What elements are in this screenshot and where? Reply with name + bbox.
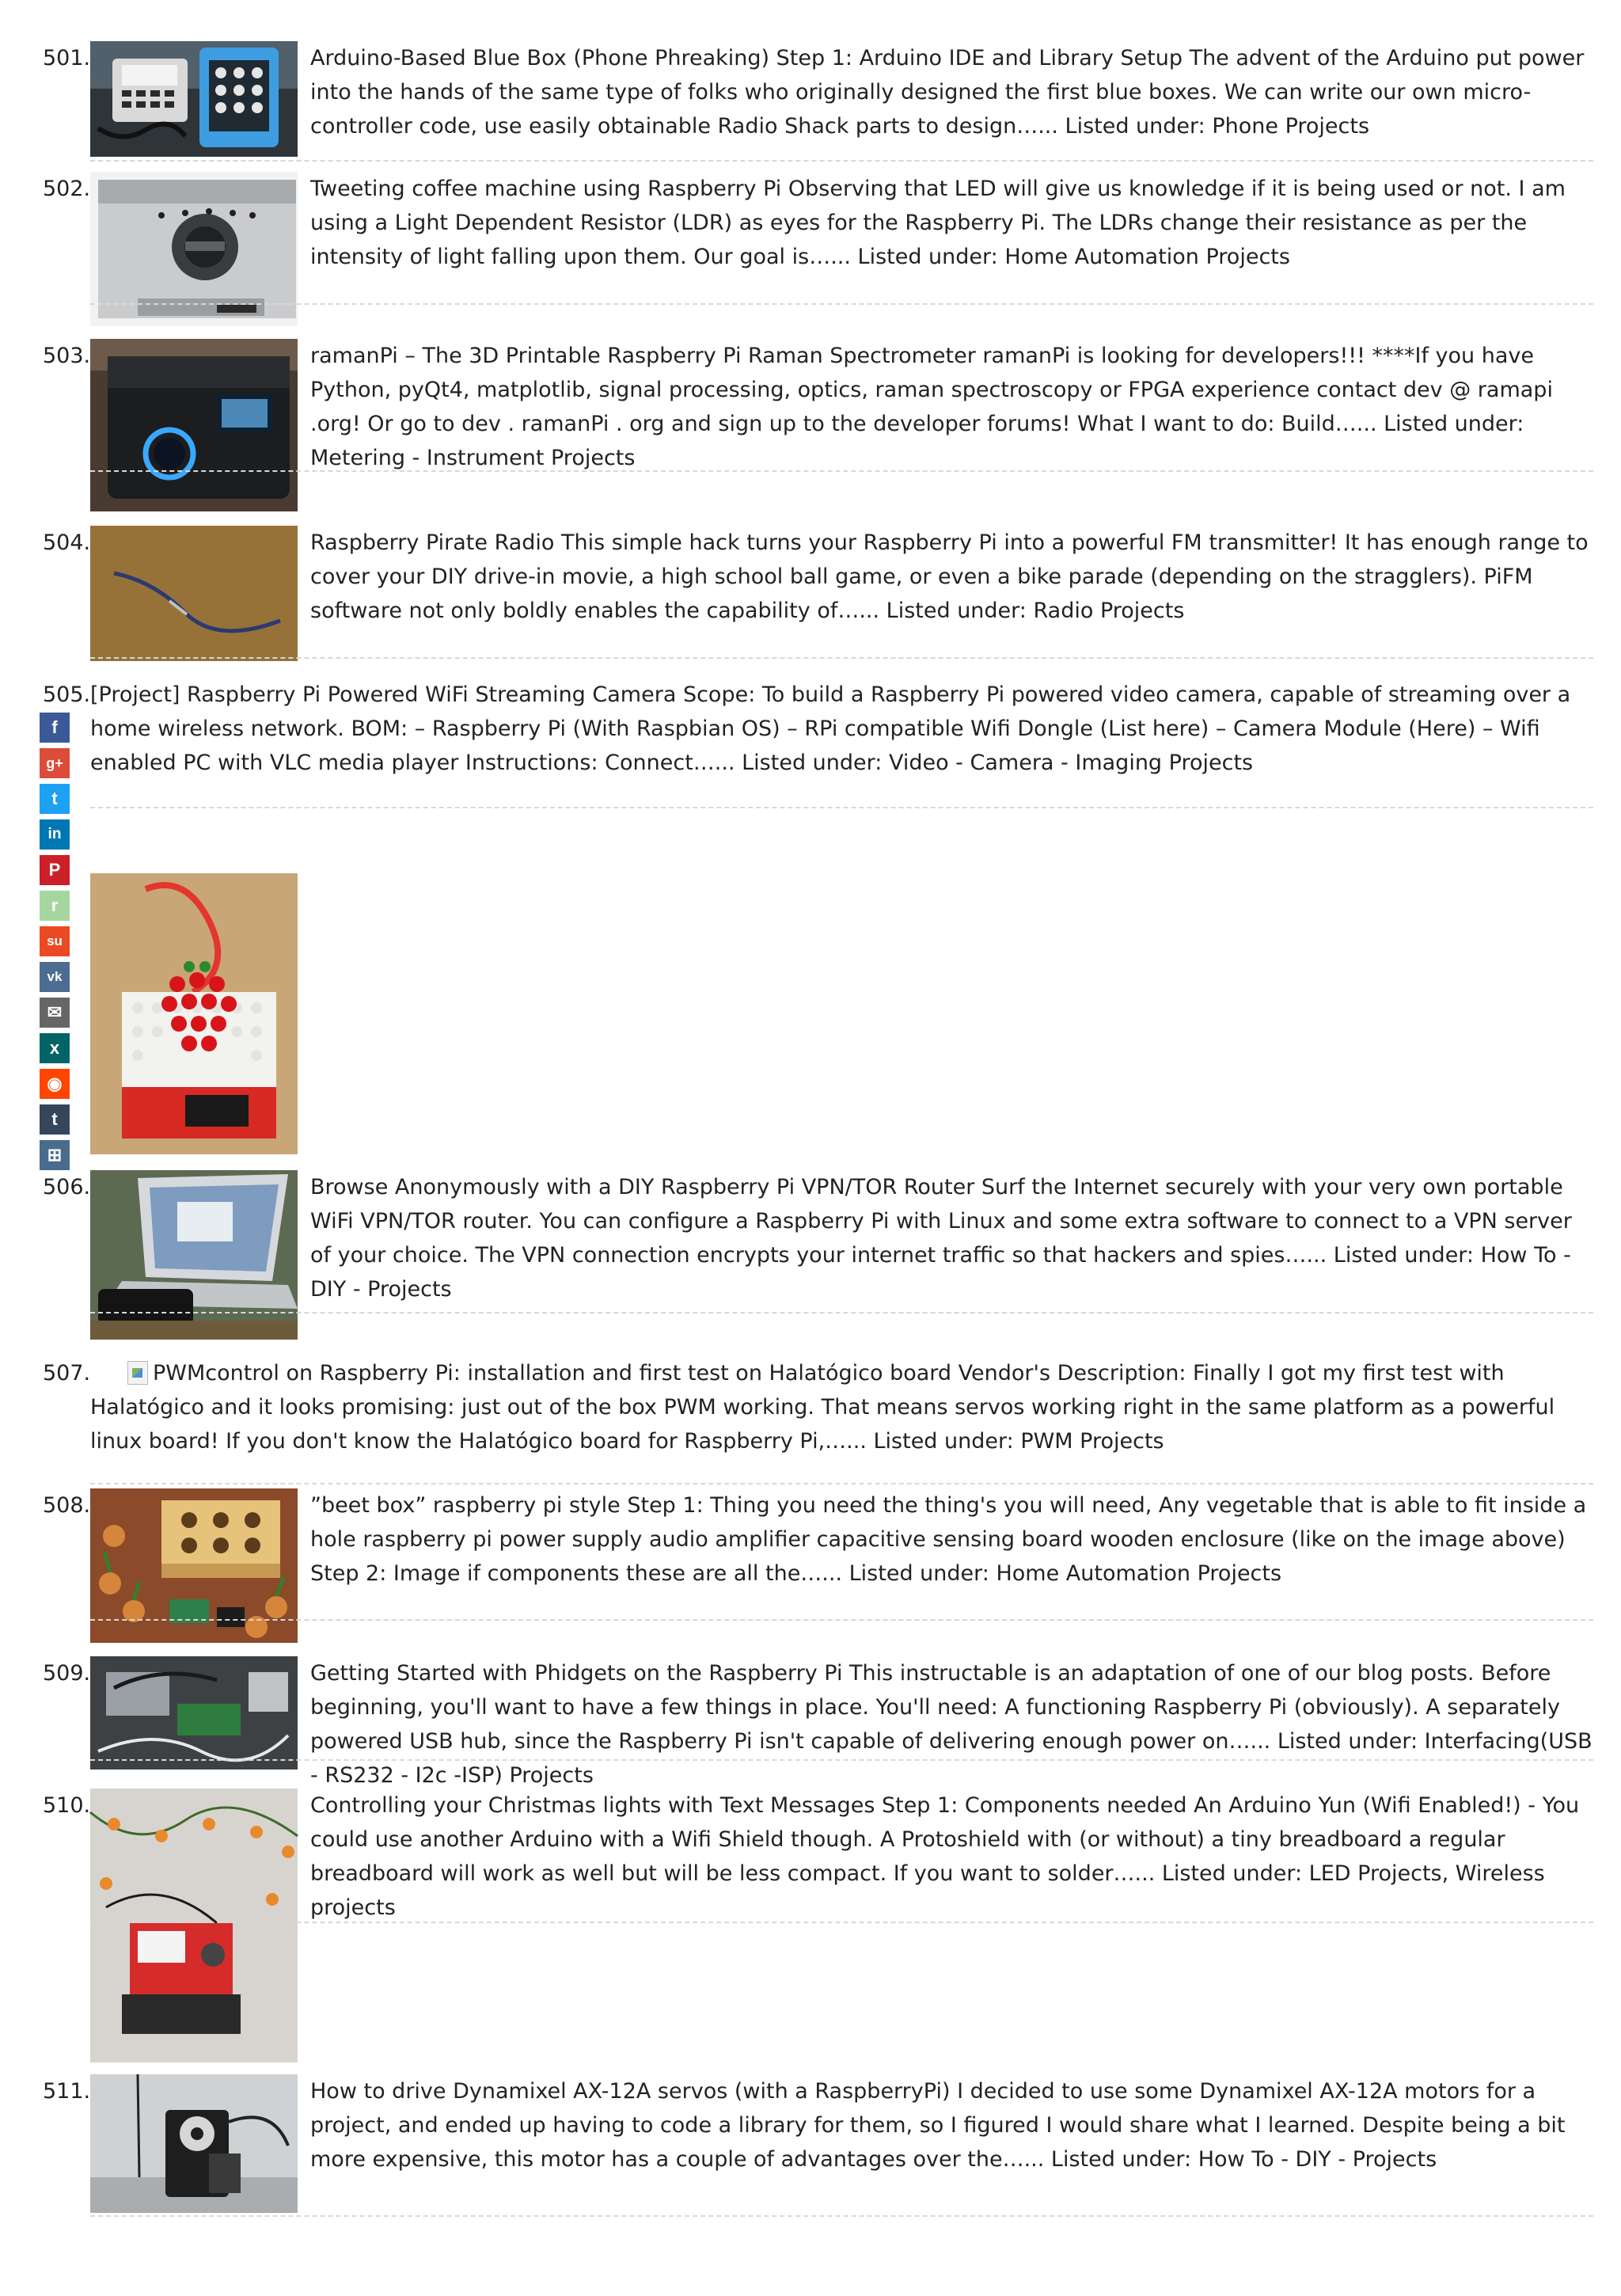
category-link[interactable]: How To - DIY - Projects	[1198, 2147, 1437, 2172]
thumbnail-blue-box[interactable]	[90, 41, 298, 157]
share-more-icon[interactable]: ⊞	[40, 1140, 70, 1170]
item-number: 509.	[43, 1661, 91, 1686]
vk-icon[interactable]: vk	[40, 962, 70, 992]
item-number: 504.	[43, 530, 91, 555]
item-separator	[90, 1759, 1593, 1761]
item-number: 508.	[43, 1493, 91, 1518]
item-title-link[interactable]: Tweeting coffee machine using Raspberry Pi	[310, 177, 782, 201]
item-description: ramanPi – The 3D Printable Raspberry Pi Raman Spectrometer ramanPi is looking for developers!!! ****If you have Python, pyQt4, matplotlib, signal processing, optics, raman spectroscopy or FPGA experience contact dev @ ramapi .org! Or go to dev . ramanPi . org and sign up to the developer forums! What I want to do: Build…... Listed under: Metering - Instrument Projects	[310, 344, 1553, 470]
item-description: Tweeting coffee machine using Raspberry Pi Observing that LED will give us knowledge if it is being used or not. I am using a Light Dependent Resistor (LDR) as eyes for the Raspberry Pi. The LDRs change their resistance as per the intensity of light falling upon them. Our goal is…... Listed under: Home Automation Projects	[310, 177, 1566, 269]
pinterest-icon[interactable]: P	[40, 855, 70, 885]
item-title-link[interactable]: Browse Anonymously with a DIY Raspberry Pi VPN/TOR Router	[310, 1175, 975, 1199]
twitter-icon[interactable]: t	[40, 784, 70, 814]
xing-icon[interactable]: x	[40, 1033, 70, 1063]
item-number: 510.	[43, 1793, 91, 1818]
thumbnail-lego-case[interactable]	[90, 873, 298, 1154]
item-description: Arduino-Based Blue Box (Phone Phreaking) Step 1: Arduino IDE and Library Setup The advent of the Arduino put power into the hands of the same type of folks who originally designed the first blue boxes. We can write our own micro-controller code, use easily obtainable Radio Shack parts to design…... Listed under: Phone Projects	[310, 46, 1585, 139]
facebook-icon[interactable]: f	[40, 713, 70, 743]
item-title-link[interactable]: How to drive Dynamixel AX-12A servos (with a RaspberryPi)	[310, 2079, 951, 2104]
category-link[interactable]: Phone Projects	[1212, 114, 1370, 139]
category-link[interactable]: Metering - Instrument Projects	[310, 446, 636, 470]
item-title-link[interactable]: Raspberry Pirate Radio	[310, 530, 555, 555]
item-separator	[90, 2215, 1593, 2217]
category-link[interactable]: Home Automation Projects	[996, 1561, 1282, 1586]
reddit-alt-icon[interactable]: r	[40, 891, 70, 921]
item-separator	[90, 1922, 1593, 1923]
thumbnail-spectrometer[interactable]	[90, 339, 298, 511]
item-description: ”beet box” raspberry pi style Step 1: Thing you need the thing's you will need, Any vegetable that is able to fit inside a hole raspberry pi power supply audio amplifier capacitive sensing board wooden enclosure (like on the image above) Step 2: Image if components these are all the…... Listed under: Home Automation Projects	[310, 1493, 1587, 1586]
item-separator	[90, 657, 1593, 659]
category-link[interactable]: Home Automation Projects	[1004, 245, 1290, 269]
item-number: 502.	[43, 177, 91, 201]
thumbnail-phidgets[interactable]	[90, 1656, 298, 1770]
item-description: Browse Anonymously with a DIY Raspberry Pi VPN/TOR Router Surf the Internet securely with your very own portable WiFi VPN/TOR router. You can configure a Raspberry Pi with Linux and some extra software to connect to a VPN server of your choice. The VPN connection encrypts your internet traffic so that hackers and spies…... Listed under: How To - DIY - Projects	[310, 1175, 1572, 1302]
item-number: 505.	[43, 682, 91, 707]
item-separator	[90, 1312, 1593, 1313]
item-description: Getting Started with Phidgets on the Raspberry Pi This instructable is an adaptation of one of our blog posts. Before beginning, you'll want to have a few things in place. You'll need: A functioning Raspberry Pi (obviously). A separately powered USB hub, since the Raspberry Pi isn't capable of delivering enough power on…... Listed under: Interfacing(USB - RS232 - I2c -ISP) Projects	[310, 1661, 1593, 1788]
item-title-link[interactable]: [Project] Raspberry Pi Powered WiFi Streaming Camera Scope:	[90, 682, 756, 707]
item-separator	[90, 807, 1593, 808]
item-description: Controlling your Christmas lights with Text Messages Step 1: Components needed An Arduino Yun (Wifi Enabled!) - You could use another Arduino with a Wifi Shield though. A Protoshield with (or without) a tiny breadboard a regular breadboard will work as well but will be less compact. If you want to solder…... Listed under: LED Projects, Wireless projects	[310, 1793, 1580, 1920]
thumbnail-dynamixel-servo[interactable]	[90, 2074, 298, 2213]
category-link[interactable]: PWM Projects	[1020, 1429, 1164, 1454]
item-separator	[90, 1619, 1593, 1621]
category-link[interactable]: Video - Camera - Imaging Projects	[888, 751, 1254, 775]
item-description: How to drive Dynamixel AX-12A servos (with a RaspberryPi) I decided to use some Dynamixel AX-12A motors for a project, and ended up having to code a library for them, so I figured I would share what I learned. Despite being a bit more expensive, this motor has a couple of advantages over the…... Listed under: How To - DIY - Projects	[310, 2079, 1566, 2172]
item-description: Raspberry Pirate Radio This simple hack turns your Raspberry Pi into a powerful FM transmitter! It has enough range to cover your DIY drive-in movie, a high school ball game, or even a bike parade (depending on the stragglers). PiFM software not only boldly enables the capability of…... Listed under: Radio Projects	[310, 530, 1589, 623]
item-title-link[interactable]: PWMcontrol on Raspberry Pi: installation and first test on Halatógico board	[153, 1361, 952, 1386]
thumbnail-vpn-router[interactable]	[90, 1170, 298, 1340]
item-title-link[interactable]: Getting Started with Phidgets on the Raspberry Pi	[310, 1661, 843, 1686]
item-number: 503.	[43, 344, 91, 368]
broken-image-icon	[127, 1361, 148, 1385]
item-description: [Project] Raspberry Pi Powered WiFi Streaming Camera Scope: To build a Raspberry Pi powered video camera, capable of streaming over a home wireless network. BOM: – Raspberry Pi (With Raspbian OS) – RPi compatible Wifi Dongle (List here) – Camera Module (Here) – Wifi enabled PC with VLC media player Instructions: Connect…... Listed under: Video - Camera - Imaging Projects	[90, 682, 1571, 775]
tumblr-icon[interactable]: t	[40, 1104, 70, 1135]
linkedin-icon[interactable]: in	[40, 819, 70, 850]
item-separator	[90, 303, 1593, 305]
item-title-link[interactable]: ramanPi – The 3D Printable Raspberry Pi Raman Spectrometer	[310, 344, 976, 368]
thumbnail-christmas-lights[interactable]	[90, 1789, 298, 2062]
category-link[interactable]: Interfacing(USB - RS232 - I2c -ISP) Projects	[310, 1729, 1593, 1788]
item-title-link[interactable]: ”beet box” raspberry pi style	[310, 1493, 621, 1518]
thumbnail-pirate-radio[interactable]	[90, 526, 298, 661]
item-separator	[90, 160, 1593, 162]
item-title-link[interactable]: Controlling your Christmas lights with Text Messages	[310, 1793, 875, 1818]
social-share-bar	[40, 713, 70, 1176]
item-title-link[interactable]: Arduino-Based Blue Box (Phone Phreaking)	[310, 46, 770, 70]
item-number: 506.	[43, 1175, 91, 1199]
item-number: 511.	[43, 2079, 91, 2104]
category-link[interactable]: How To - DIY - Projects	[310, 1243, 1571, 1302]
item-description: PWMcontrol on Raspberry Pi: installation and first test on Halatógico board Vendor's Description: Finally I got my first test with Halatógico and it looks promising: just out of the box PWM working. That means servos working right in the same platform as a powerful linux board! If you don't know the Halatógico board for Raspberry Pi,…... Listed under: PWM Projects	[90, 1361, 1555, 1454]
category-link[interactable]: Radio Projects	[1033, 599, 1185, 623]
reddit-icon[interactable]: ◉	[40, 1069, 70, 1099]
item-separator	[90, 1483, 1593, 1484]
email-icon[interactable]: ✉	[40, 998, 70, 1028]
stumbleupon-icon[interactable]: su	[40, 926, 70, 956]
item-separator	[90, 470, 1593, 472]
category-link[interactable]: LED Projects, Wireless projects	[310, 1861, 1545, 1920]
google-plus-icon[interactable]: g+	[40, 748, 70, 778]
item-number: 507.	[43, 1361, 91, 1386]
item-number: 501.	[43, 46, 91, 70]
